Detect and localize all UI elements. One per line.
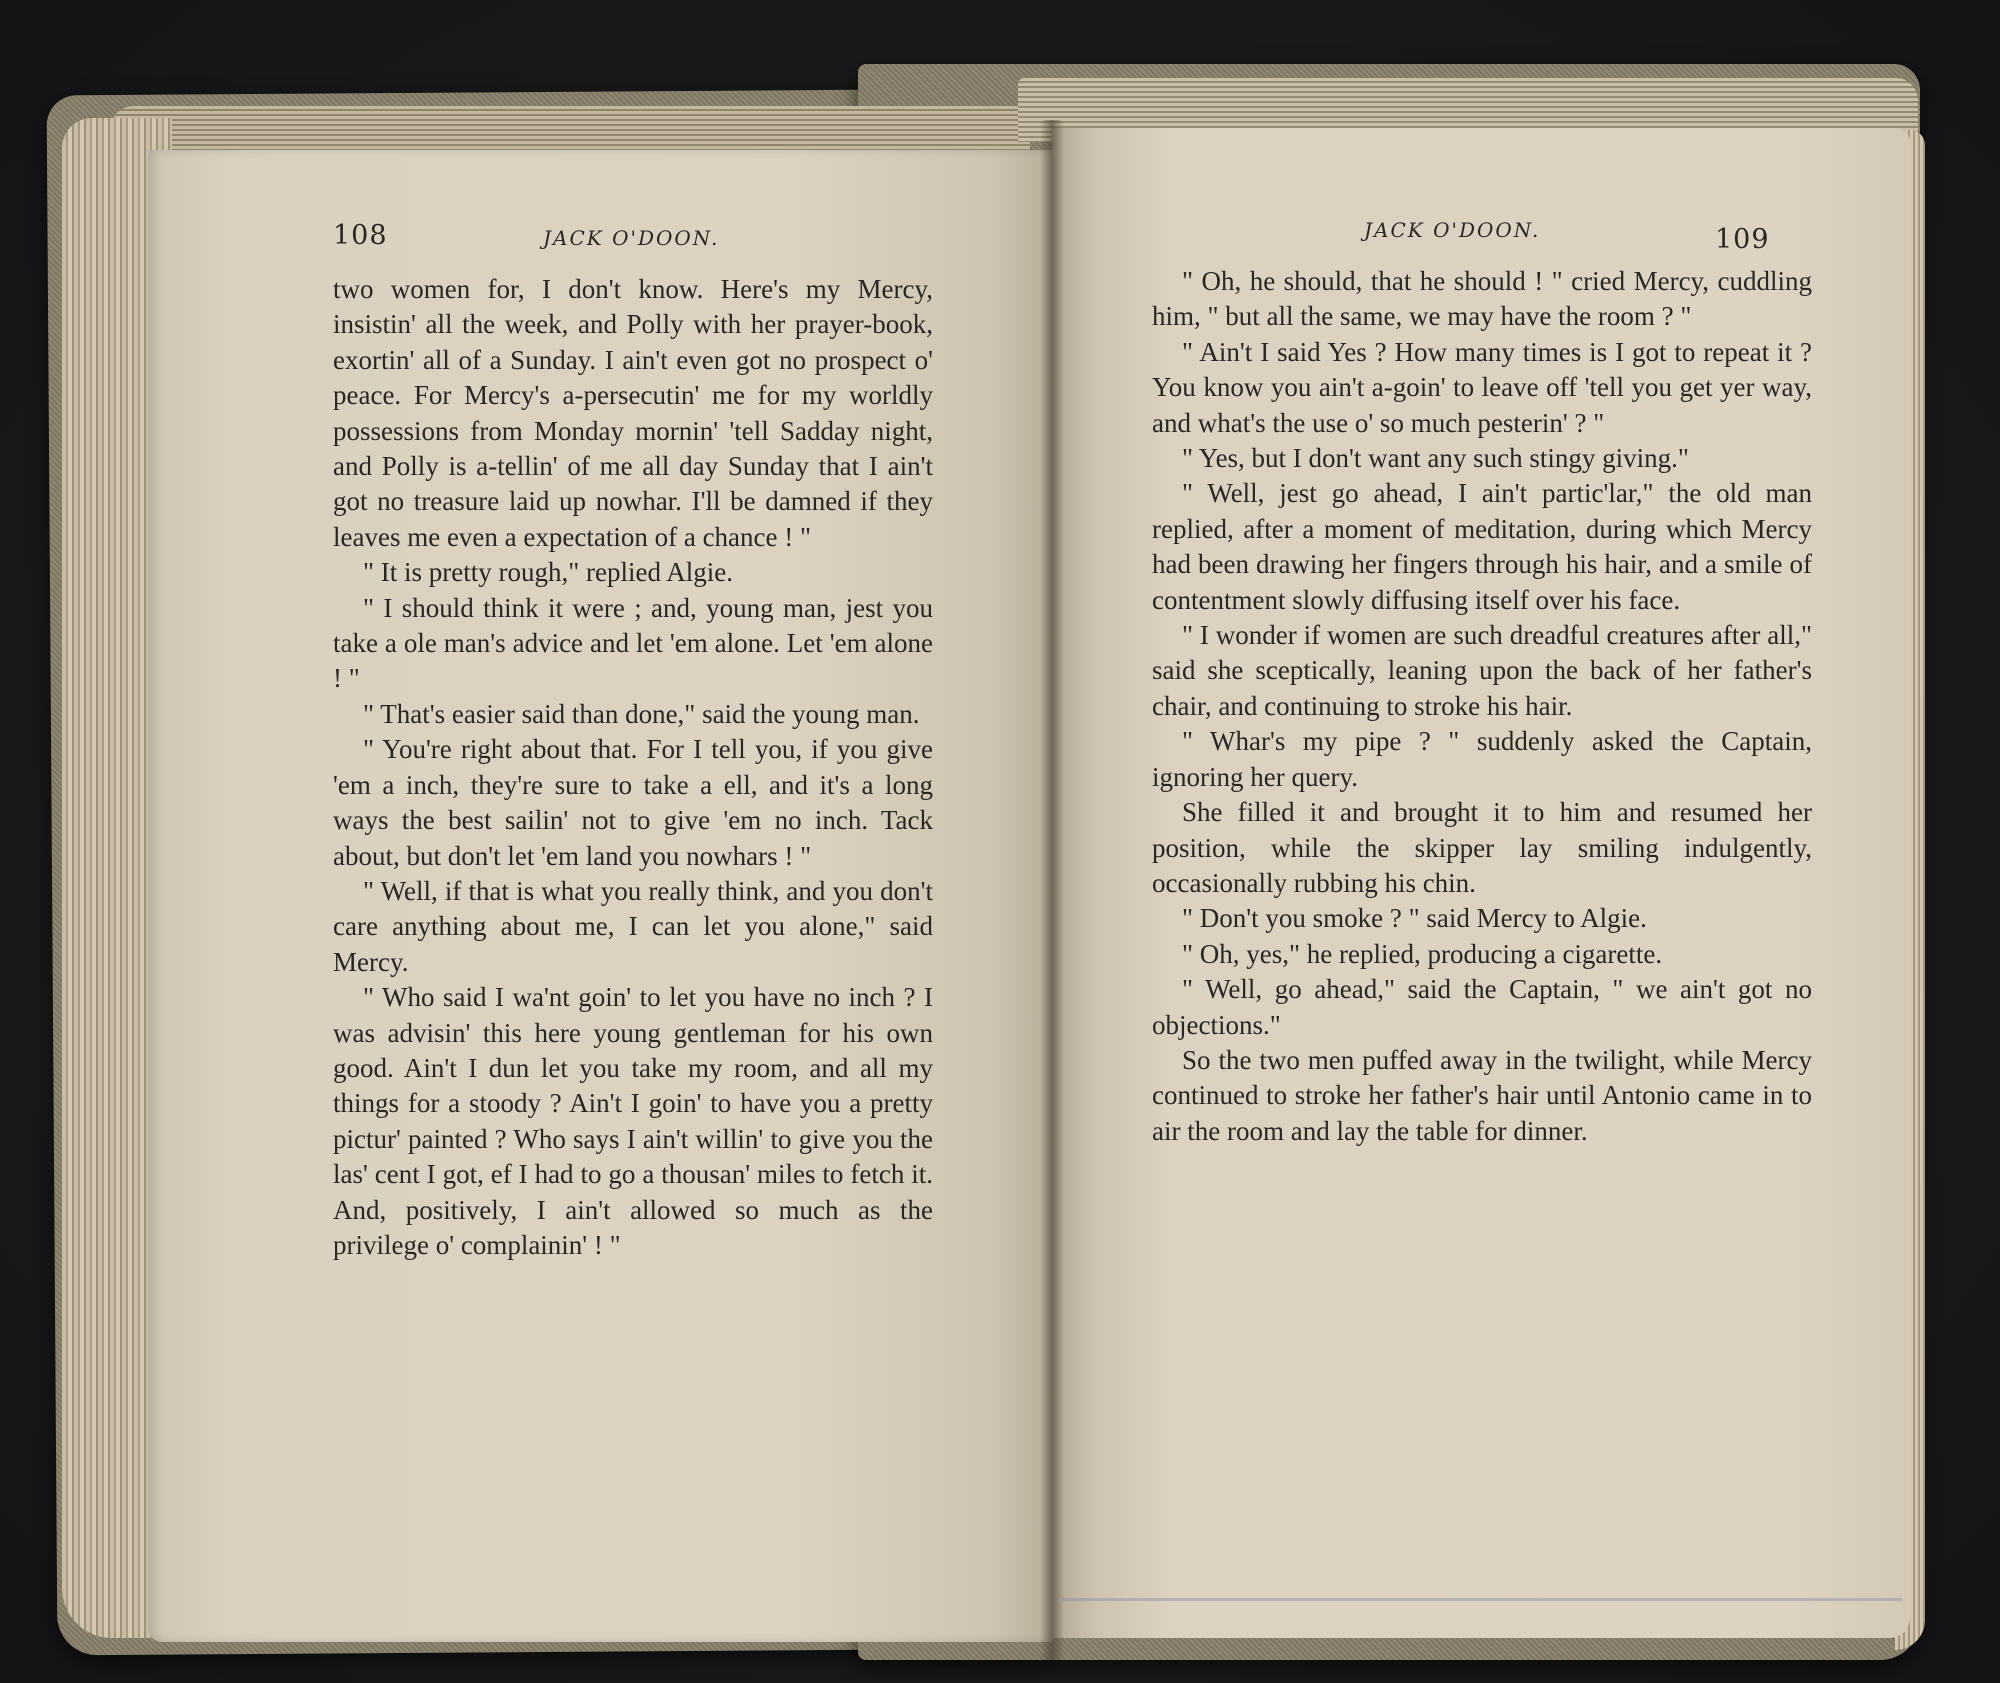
left-page-text [333, 272, 933, 1263]
paragraph: " Well, jest go ahead, I ain't partic'lar," the old man replied, after a moment of meditation, during which Mercy had been drawing her fingers through his hair, and a smile of contentment slowly diffusing itself over his face. [1152, 478, 1812, 615]
paragraph: " Yes, but I don't want any such stingy giving." [1182, 443, 1689, 474]
book-gutter [1040, 120, 1064, 1660]
paragraph: " Oh, yes," he replied, producing a cigarette. [1182, 938, 1663, 969]
paragraph: " That's easier said than done," said the young man. [363, 698, 920, 729]
paragraph: " Whar's my pipe ? " suddenly asked the Captain, ignoring her query. [1152, 726, 1812, 792]
paragraph: " Don't you smoke ? " said Mercy to Algie. [1182, 903, 1647, 934]
paragraph: " It is pretty rough," replied Algie. [363, 557, 733, 588]
paragraph: She filled it and brought it to him and resumed her position, while the skipper lay smiling indulgently, occasionally rubbing his chin. [1152, 797, 1812, 898]
page-bottom-edge [1062, 1598, 1902, 1601]
right-page-text [1152, 264, 1812, 1149]
paragraph: two women for, I don't know. Here's my Mercy, insistin' all the week, and Polly with her prayer-book, exortin' all of a Sunday. I ain't even got no prospect o' peace. For Mercy's a-persecutin' me for my worldly possessions from Monday mornin' 'tell Sadday night, and Polly is a-tellin' of me all day Sunday that I ain't got no treasure laid up nowhar. I'll be damned if they leaves me even a expectation of a chance ! " [333, 274, 933, 552]
right-running-head: JACK O'DOON. [1364, 218, 1541, 242]
left-running-head: JACK O'DOON. [543, 226, 720, 250]
paragraph: " Ain't I said Yes ? How many times is I got to repeat it ? You know you ain't a-goin' to leave off 'tell you get yer way, and what's the use o' so much pesterin' ? " [1152, 336, 1812, 438]
paragraph: " I wonder if women are such dreadful creatures after all," said she sceptically, leaning upon the back of her father's chair, and continuing to stroke his hair. [1152, 620, 1812, 721]
right-page [1052, 128, 1910, 1638]
left-page-number: 108 [333, 220, 388, 251]
left-page [148, 150, 1053, 1642]
paragraph: " Well, go ahead," said the Captain, " we ain't got no objections." [1152, 974, 1812, 1040]
paragraph: So the two men puffed away in the twilight, while Mercy continued to stroke her father's hair until Antonio came in to air the room and lay the table for dinner. [1152, 1044, 1812, 1146]
right-page-number: 109 [1715, 224, 1770, 255]
paragraph: " I should think it were ; and, young man, jest you take a ole man's advice and let 'em alone. Let 'em alone ! " [333, 592, 933, 694]
paragraph: " You're right about that. For I tell you, if you give 'em a inch, they're sure to take a ell, and it's a long ways the best sailin' not to give 'em no inch. Tack about, but don't let 'em land you nowhars ! " [333, 734, 933, 871]
paragraph: " Well, if that is what you really think, and you don't care anything about me, I can let you alone," said Mercy. [333, 875, 933, 977]
paragraph: " Who said I wa'nt goin' to let you have no inch ? I was advisin' this here young gentleman for his own good. Ain't I dun let you take my room, and all my things for a stoody ? Ain't I goin' to have you a pretty pictur' painted ? Who says I ain't willin' to give you the las' cent I got, ef I had to go a thousan' miles to fetch it. And, positively, I ain't allowed so much as the privilege o' complainin' ! " [333, 982, 933, 1260]
paragraph: " Oh, he should, that he should ! " cried Mercy, cuddling him, " but all the same, we may have the room ? " [1152, 266, 1812, 332]
